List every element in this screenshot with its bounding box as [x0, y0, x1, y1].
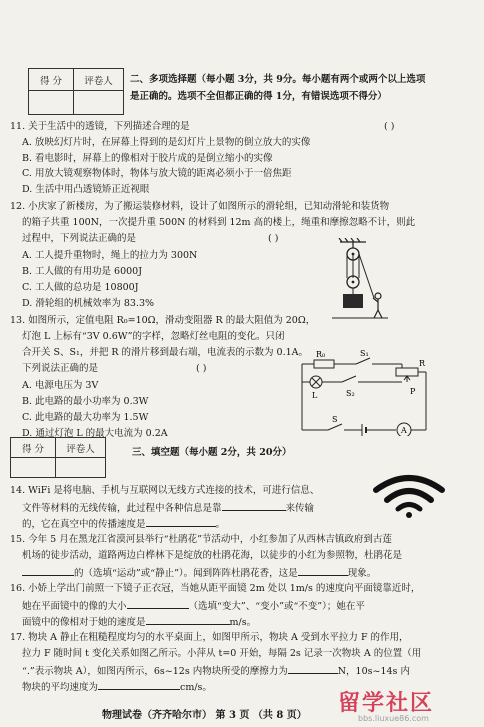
- q13-line1: 13. 如图所示，定值电阻 R₀=10Ω，滑动变阻器 R 的最大阻值为 20Ω，: [10, 315, 316, 326]
- reviewer-label: 评卷人: [74, 69, 124, 91]
- section2-title-line2: 是正确的。选项不全但都正确的得 1分，有错误选项不得分）: [130, 91, 387, 102]
- q17-line3: [22, 664, 410, 678]
- q12-option-b: B. 工人做的有用功是 6000J: [22, 266, 143, 277]
- q15-line3-a: 的（选填“运动”或“静止”）。闻到阵阵杜鹃花香，这是: [74, 568, 298, 579]
- section2-title-line1: 二、多项选择题（每小题 3分，共 9分。每小题有两个或两个以上选项: [130, 74, 426, 85]
- q14-line3-a: 的，它在真空中的传播速度是: [22, 519, 146, 530]
- q17-line4-b: cm/s。: [180, 682, 212, 693]
- q17-line2: 拉力 F 随时间 t 变化关系如图乙所示。小萍从 t=0 开始，每隔 2s 记录一次物块 A 的位置（用: [22, 648, 422, 659]
- label-r: R: [419, 359, 426, 368]
- q14-blank-2: [146, 517, 216, 527]
- q11-option-a: A. 放映幻灯片时，在屏幕上得到的是幻灯片上景物的倒立放大的实像: [22, 137, 311, 148]
- q12-line1: 12. 小庆家了新楼房，为了搬运装修材料，设计了如图所示的滑轮组，已知动滑轮和装货物: [10, 201, 390, 212]
- q14-line3: [22, 517, 225, 531]
- page-footer: 物理试卷（齐齐哈尔市） 第 3 页 （共 8 页）: [102, 710, 307, 721]
- q15-line2: 机场的徒步活动，道路两边白桦林下是绽放的杜鹃花海，以徒步的小红为参照物，杜鹃花是: [22, 550, 403, 561]
- q16-line3-a: 面镜中的像相对于她的速度是: [22, 617, 146, 628]
- q16-line2: [22, 599, 365, 613]
- label-a: A: [401, 426, 407, 435]
- reviewer-cell: [56, 458, 106, 478]
- q14-line2-a: 文件等材料的无线传输，此过程中各种信息是靠: [22, 503, 222, 514]
- label-p: P: [410, 387, 416, 396]
- resistor-r0: [314, 360, 334, 368]
- q12-line3: 过程中，下列说法正确的是: [22, 233, 137, 244]
- q13-line2: 灯泡 L 上标有“3V 0.6W”的字样，忽略灯丝电阻的变化。只闭: [22, 331, 285, 342]
- q15-line3: [22, 566, 376, 580]
- label-s2: S₂: [346, 389, 355, 398]
- reviewer-label: 评卷人: [56, 438, 106, 458]
- q13-line4: 下列说法正确的是: [22, 363, 99, 374]
- watermark-url: bbs.liuxue86.com: [358, 714, 429, 723]
- rheostat-r: [396, 368, 418, 376]
- q17-line4: [22, 680, 212, 694]
- q17-line4-a: 物块的平均速度为: [22, 682, 99, 693]
- q11-stem: 11. 关于生活中的透镜，下列描述合理的是: [10, 121, 190, 132]
- label-s: S: [332, 415, 338, 424]
- q17-line1: 17. 物块 A 静止在粗糙程度均匀的水平桌面上，如图甲所示，物块 A 受到水平拉力 F 的作用，: [10, 632, 409, 643]
- q13-answer-paren: ( ): [196, 363, 207, 374]
- q15-line3-b: 现象。: [347, 568, 377, 579]
- q12-option-d: D. 滑轮组的机械效率为 83.3%: [22, 298, 155, 309]
- q13-option-b: B. 此电路的最小功率为 0.3W: [22, 396, 149, 407]
- q12-line2: 的箱子共重 100N，一次提升重 500N 的材料到 12m 高的楼上，绳重和摩擦忽略不计，则此: [22, 217, 416, 228]
- ceiling-support: [339, 238, 366, 248]
- q16-line2-b: （选填“变大”、“变小”或“不变”）；她在平: [188, 601, 365, 612]
- q14-blank-1: [222, 501, 286, 511]
- label-l: L: [312, 391, 318, 400]
- circuit-diagram: [292, 350, 440, 436]
- q17-blank-1: [288, 664, 338, 674]
- watermark-brand: 留学社区: [338, 691, 435, 716]
- q13-line3: 合开关 S、S₁，并把 R 的滑片移到最右端，电流表的示数为 0.1A。: [22, 347, 309, 358]
- q16-blank-2: [146, 615, 230, 625]
- switch-s2: [342, 376, 356, 382]
- section2-score-table: [28, 68, 124, 115]
- q12-option-c: C. 工人做的总功是 10800J: [22, 282, 139, 293]
- q12-answer-paren: ( ): [268, 233, 279, 244]
- q14-line2: [22, 501, 314, 515]
- q16-line3: [22, 615, 256, 629]
- q11-option-b: B. 看电影时，屏幕上的像相对于胶片成的是倒立缩小的实像: [22, 153, 273, 164]
- section3-title: 三、填空题（每小题 2分，共 20分）: [132, 447, 292, 458]
- q13-option-c: C. 此电路的最大功率为 1.5W: [22, 412, 149, 423]
- q17-line3-b: N，10s~14s 内: [337, 666, 410, 677]
- switch-s1: [356, 358, 370, 364]
- q16-line3-b: m/s。: [229, 617, 257, 628]
- q14-line3-b: 。: [215, 519, 226, 530]
- q16-line1: 16. 小娇上学出门前照一下镜子正衣冠，当她从距平面镜 2m 处以 1m/s 的速度向平面镜靠近时，: [10, 583, 421, 594]
- q11-answer-paren: ( ): [384, 121, 395, 132]
- label-r0: R₀: [316, 350, 326, 359]
- q14-line1: 14. WiFi 是将电脑、手机与互联网以无线方式连接的技术，可进行信息、: [10, 485, 320, 496]
- q15-line1: 15. 今年 5 月在黑龙江省漠河县举行“杜鹃花”节活动中，小红参加了从西林吉镇政府到古莲: [10, 534, 392, 545]
- section3-score-table: [10, 437, 106, 478]
- score-cell: [29, 91, 74, 115]
- q14-line2-b: 来传输: [285, 503, 315, 514]
- q15-blank-1: [22, 566, 74, 576]
- q13-option-d: D. 通过灯泡 L 的最大电流为 0.2A: [22, 428, 168, 439]
- label-s1: S₁: [360, 350, 369, 358]
- switch-s: [328, 424, 342, 430]
- q17-line3-a: “.”表示物块 A），如图丙所示，6s~12s 内物块所受的摩擦力为: [22, 666, 288, 677]
- q16-line2-a: 她在平面镜中的像的大小: [22, 601, 127, 612]
- q11-option-d: D. 生活中用凸透镜矫正近视眼: [22, 184, 150, 195]
- worker-figure: [373, 293, 382, 318]
- pulley-figure: [326, 238, 390, 322]
- q11-option-c: C. 用放大镜观察物体时，物体与放大镜的距离必须小于一倍焦距: [22, 168, 292, 179]
- wifi-icon: [372, 474, 446, 518]
- reviewer-cell: [74, 91, 124, 115]
- q15-blank-2: [298, 566, 348, 576]
- q13-option-a: A. 电源电压为 3V: [22, 380, 99, 391]
- cargo-box: [343, 294, 363, 308]
- q12-option-a: A. 工人提升重物时，绳上的拉力为 300N: [22, 250, 198, 261]
- score-label: 得 分: [29, 69, 74, 91]
- q16-blank-1: [127, 599, 189, 609]
- score-label: 得 分: [11, 438, 56, 458]
- q17-blank-2: [98, 680, 180, 690]
- score-cell: [11, 458, 56, 478]
